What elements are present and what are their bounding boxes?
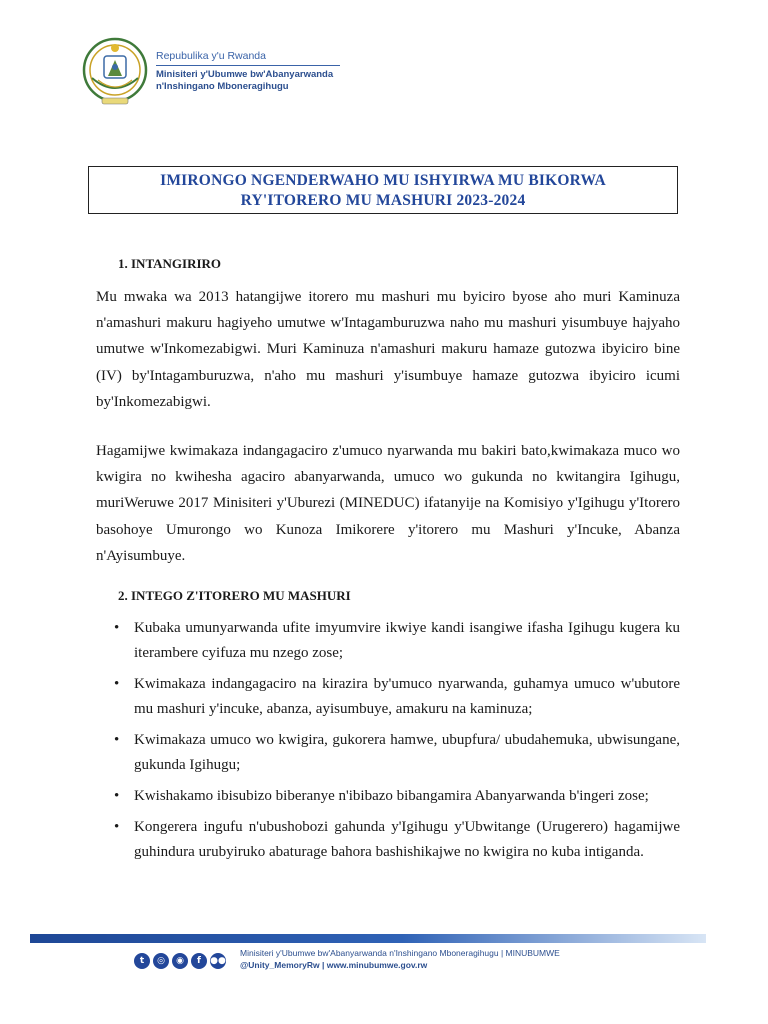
ministry-name	[156, 50, 340, 93]
document-title	[88, 166, 678, 214]
twitter-icon[interactable]: t	[134, 953, 150, 969]
list-item-text: Kwimakaza indangagaciro na kirazira by'umuco nyarwanda, guhamya umuco w'ubutore mu mashuri y'incuke, abanza, ayisumbuye, amakuru na kaminuza;	[134, 676, 680, 717]
footer-links[interactable]: @Unity_MemoryRw | www.minubumwe.gov.rw	[240, 960, 428, 970]
section-1-paragraph-1: Mu mwaka wa 2013 hatangijwe itorero mu mashuri mu byiciro byose aho muri Kaminuza n'amashuri makuru hagiyeho umutwe w'Intagamburuzwa naho mu mashuri yisumbuye hajyaho umutwe w'Inkomezabigwi. Muri Kaminuza n'amashuri makuru hamaze gutozwa ibyiciro bine (IV) by'Intagamburuzwa, n'aho mu mashuri y'isumbuye hamaze gutozwa ibyiciro icumi by'Inkomezabigwi.	[96, 289, 680, 410]
flickr-icon[interactable]: ●●	[210, 953, 226, 969]
list-item-text: Kwishakamo ibisubizo biberanye n'ibibazo bibangamira Abanyarwanda b'ingeri zose;	[134, 788, 649, 804]
facebook-icon[interactable]: f	[191, 953, 207, 969]
bullet-icon: •	[114, 676, 120, 692]
republic-label: Repubulika y'u Rwanda	[156, 50, 266, 62]
title-line-1: IMIRONGO NGENDERWAHO MU ISHYIRWA MU BIKORWA	[160, 172, 606, 189]
objectives-list	[96, 616, 680, 871]
section-1-paragraph-2: Hagamijwe kwimakaza indangagaciro z'umuco nyarwanda mu bakiri bato,kwimakaza muco wo kwigira no kwihesha agaciro abanyarwanda, umuco wo gukunda no kwitangira Igihugu, muriWeruwe 2017 Minisiteri y'Uburezi (MINEDUC) ifatanyije na Komisiyo y'Igihugu y'Itorero basohoye Umurongo wo Kunoza Imikorere y'itorero mu Mashuri y'Incuke, Abanza n'Ayisumbuye.	[96, 443, 680, 564]
header-divider	[156, 65, 340, 66]
footer-stripe	[30, 934, 706, 943]
list-item	[96, 672, 680, 722]
instagram-icon[interactable]: ◎	[153, 953, 169, 969]
footer-ministry: Minisiteri y'Ubumwe bw'Abanyarwanda n'Inshingano Mboneragihugu | MINUBUMWE	[240, 948, 560, 958]
section-1-heading: 1. INTANGIRIRO	[118, 256, 222, 271]
bullet-icon: •	[114, 620, 120, 636]
section-2-heading: 2. INTEGO Z'ITORERO MU MASHURI	[118, 588, 351, 603]
ministry-line-2: n'Inshingano Mboneragihugu	[156, 81, 289, 92]
ministry-line-1: Minisiteri y'Ubumwe bw'Abanyarwanda	[156, 69, 334, 80]
list-item	[96, 815, 680, 865]
bullet-icon: •	[114, 732, 120, 748]
list-item	[96, 784, 680, 809]
camera-icon[interactable]: ◉	[172, 953, 188, 969]
list-item-text: Kwimakaza umuco wo kwigira, gukorera hamwe, ubupfura/ ubudahemuka, ubwisungane, gukunda Igihugu;	[134, 732, 680, 773]
list-item	[96, 616, 680, 666]
bullet-icon: •	[114, 819, 120, 835]
title-line-2: RY'ITORERO MU MASHURI 2023-2024	[240, 192, 526, 209]
letterhead	[80, 36, 400, 116]
list-item-text: Kubaka umunyarwanda ufite imyumvire ikwiye kandi isangiwe ifasha Igihugu kugera ku iterambere cyifuza mu nzego zose;	[134, 620, 680, 661]
rwanda-seal-icon	[80, 36, 150, 108]
social-icons	[134, 950, 234, 970]
bullet-icon: •	[114, 788, 120, 804]
list-item-text: Kongerera ingufu n'ubushobozi gahunda y'Igihugu y'Ubwitange (Urugerero) hagamijwe guhindura urubyiruko abaturage bahora bashishikajwe no kwigira no kuba intiganda.	[134, 819, 680, 860]
footer-contact	[240, 947, 560, 971]
list-item	[96, 728, 680, 778]
